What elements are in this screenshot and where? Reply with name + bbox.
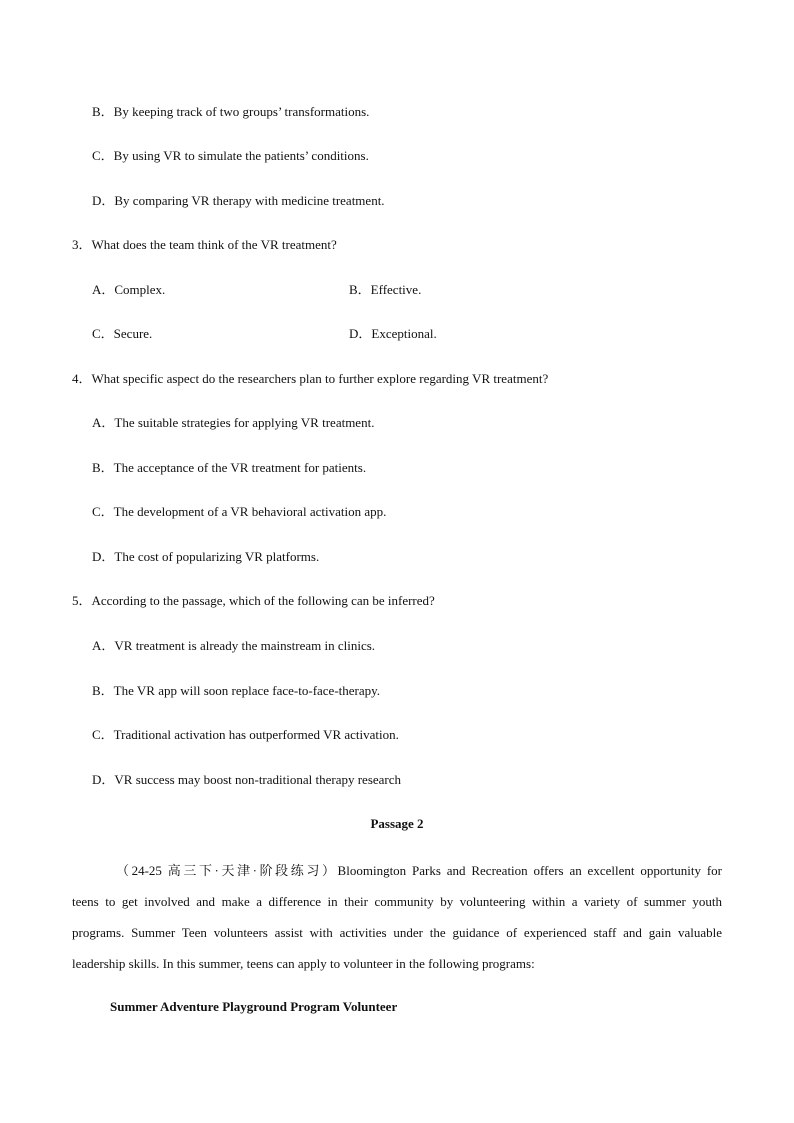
q5-question: 5．According to the passage, which of the following can be inferred? [72,593,435,608]
q3-option-d: D．Exceptional. [349,326,437,341]
q5-option-a: A．VR treatment is already the mainstream in clinics. [92,638,376,653]
passage-title: Passage 2 [370,816,424,831]
q2-option-b: B．By keeping track of two groups’ transformations. [92,104,370,119]
q5-option-d: D．VR success may boost non-traditional therapy research [92,772,402,787]
q3-option-b: B．Effective. [349,282,422,297]
paragraph-line: programs. Summer Teen volunteers assist with activities under the guidance of experienced staff and gain valuable [72,925,722,940]
paragraph-line: （24-25 高三下·天津·阶段练习）Bloomington Parks and Recreation offers an excellent opportunity for [116,863,722,878]
paragraph-line: leadership skills. In this summer, teens can apply to volunteer in the following programs: [72,956,535,971]
paragraph-line: teens to get involved and make a difference in their community by volunteering within a variety of summer youth [72,894,722,909]
q4-option-b: B．The acceptance of the VR treatment for patients. [92,460,367,475]
passage-paragraph [72,855,722,979]
q2-option-d: D．By comparing VR therapy with medicine treatment. [92,193,385,208]
q4-option-d: D．The cost of popularizing VR platforms. [92,549,320,564]
q4-option-c: C．The development of a VR behavioral activation app. [92,504,387,519]
q2-option-c: C．By using VR to simulate the patients’ conditions. [92,148,369,163]
q4-question: 4．What specific aspect do the researchers plan to further explore regarding VR treatment? [72,371,549,386]
q3-option-a: A．Complex. [92,282,166,297]
q3-question: 3．What does the team think of the VR treatment? [72,237,337,252]
q5-option-c: C．Traditional activation has outperformed VR activation. [92,727,399,742]
q4-option-a: A．The suitable strategies for applying VR treatment. [92,415,375,430]
q3-option-c: C．Secure. [92,326,153,341]
section-subheading: Summer Adventure Playground Program Volunteer [110,999,398,1014]
q5-option-b: B．The VR app will soon replace face-to-face-therapy. [92,683,381,698]
